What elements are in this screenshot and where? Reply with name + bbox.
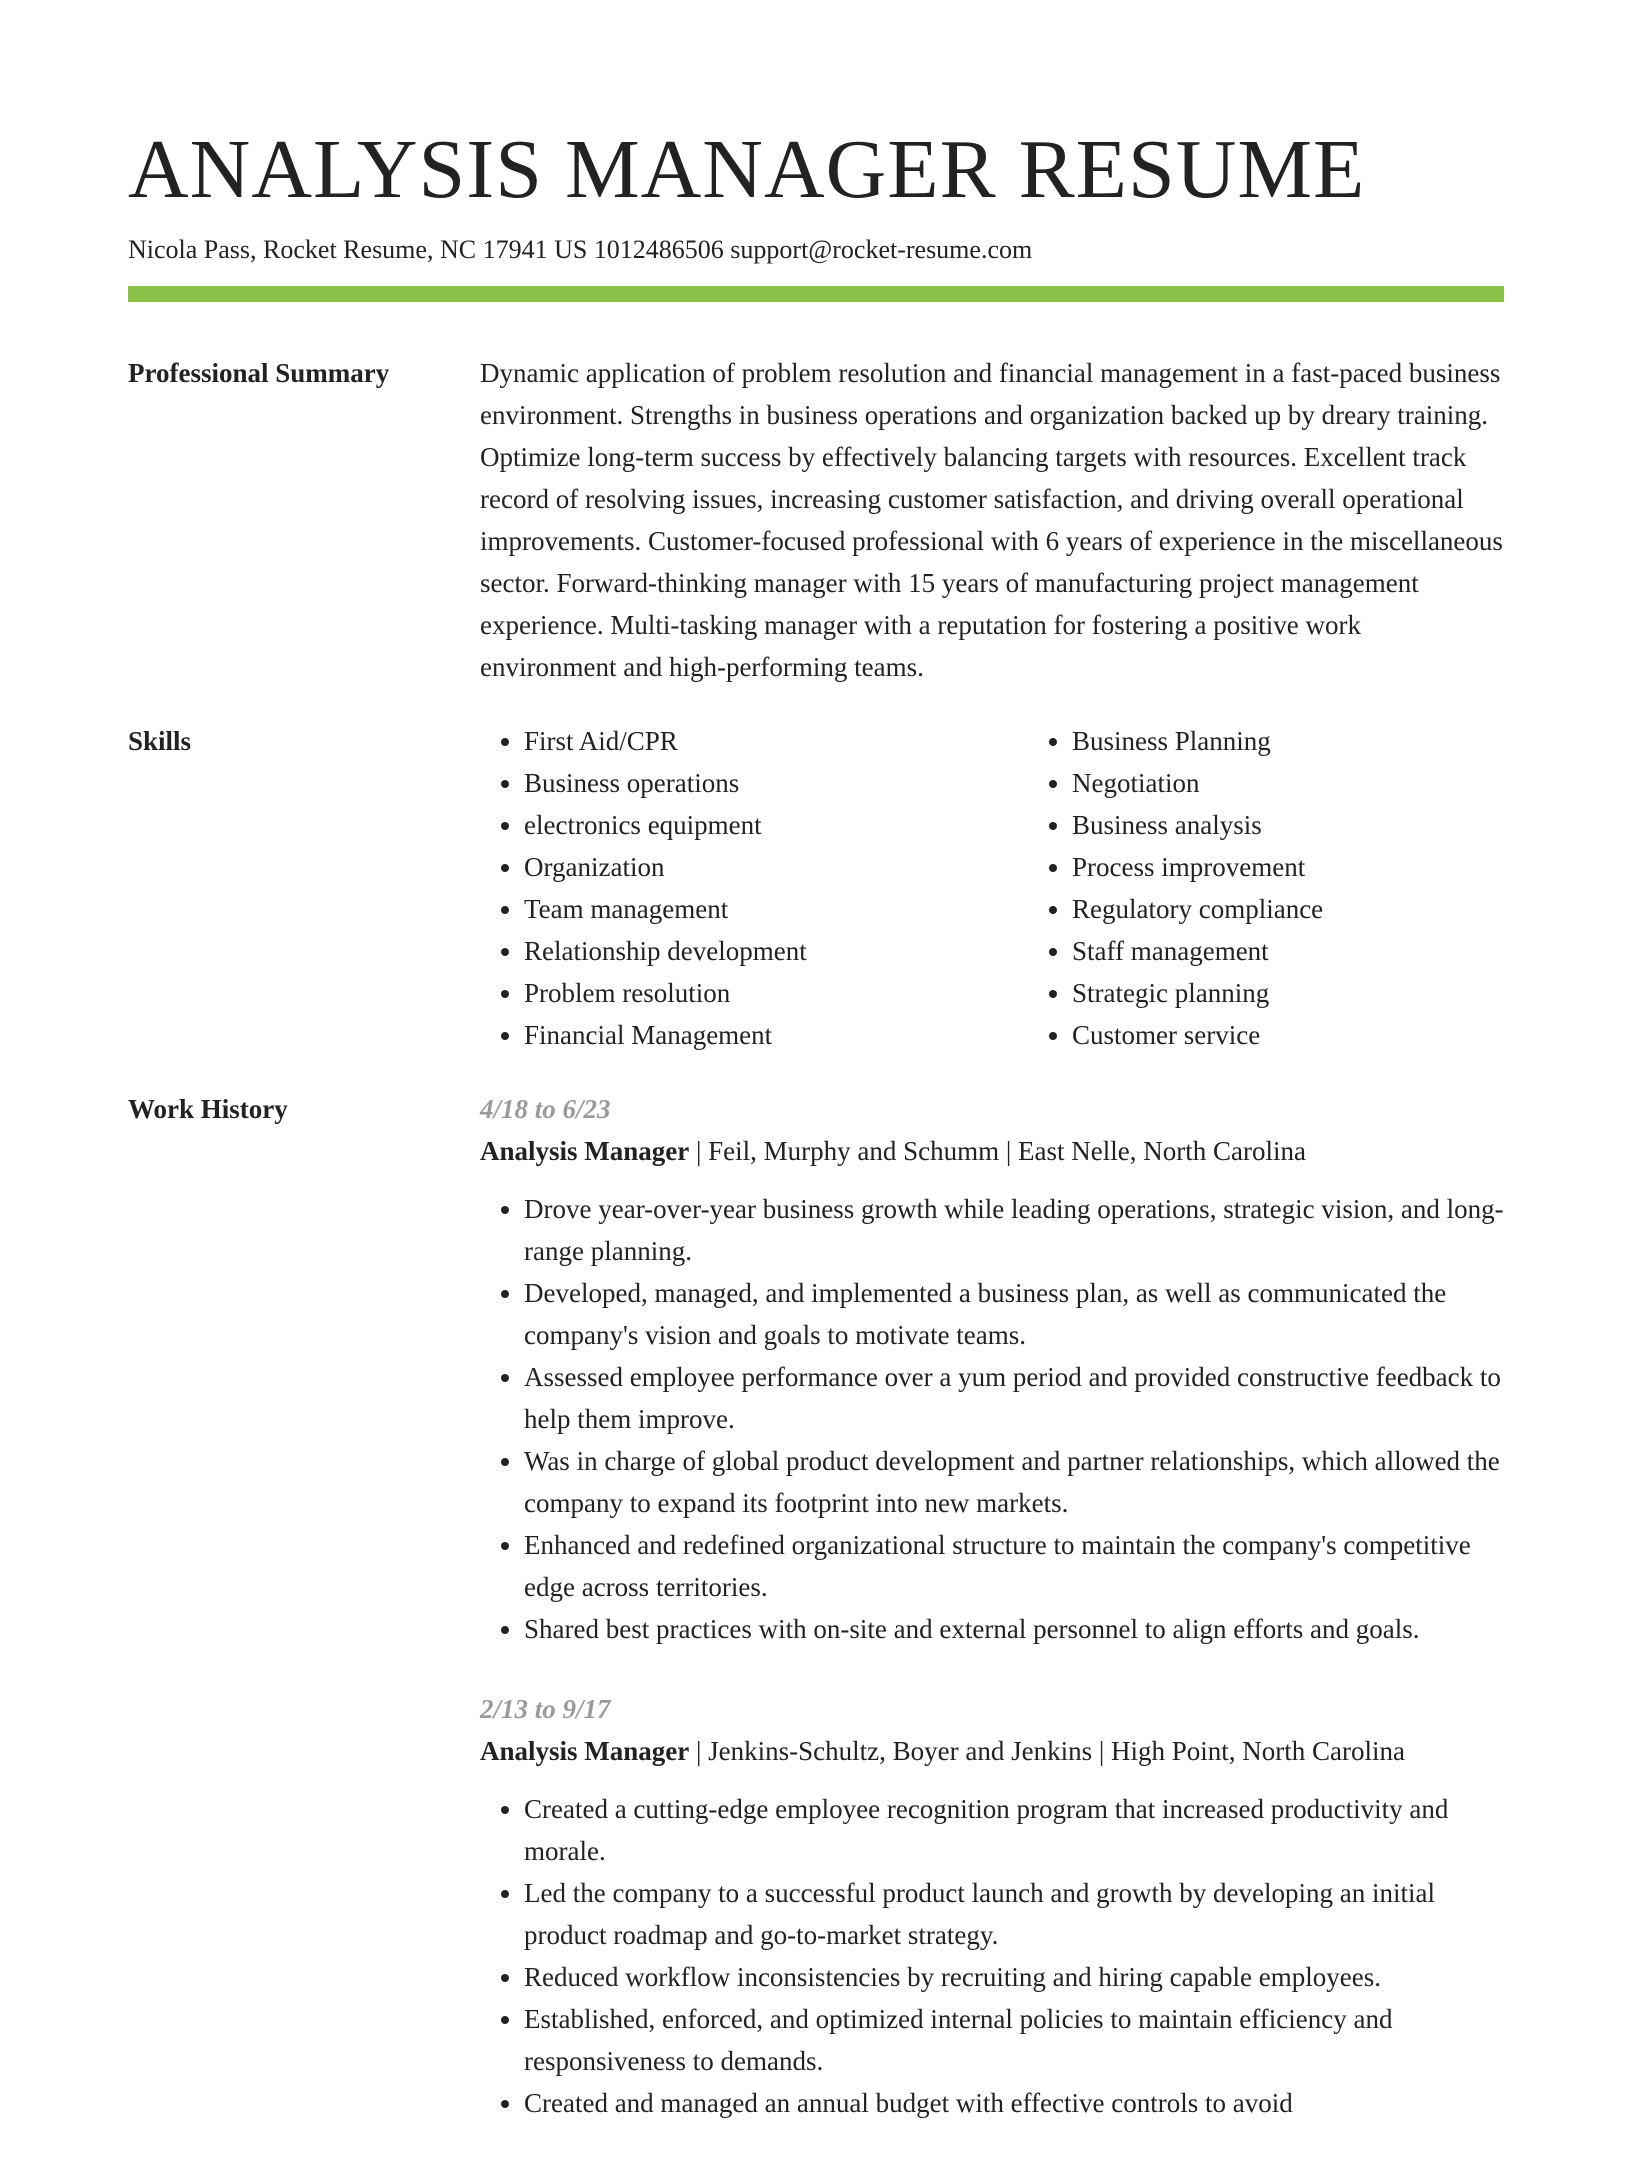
job-bullet: • Created and managed an annual budget with effective controls to avoid <box>524 2082 1504 2124</box>
job-heading <box>480 1130 1504 1172</box>
skill-item: • Business operations <box>524 762 1028 804</box>
summary-label: Professional Summary <box>128 358 390 388</box>
skill-item: • Process improvement <box>1072 846 1576 888</box>
work-history-label: Work History <box>128 1094 288 1124</box>
resume-page <box>128 0 1504 2162</box>
summary-text: Dynamic application of problem resolution and financial management in a fast-paced business environment. Strengths in business operations and organization backed up by dreary training. Optimize long-term success by effectively balancing targets with resources. Excellent track record of resolving issues, increasing customer satisfaction, and driving overall operational improvements. Customer-focused professional with 6 years of experience in the miscellaneous sector. Forward-thinking manager with 15 years of manufacturing project management experience. Multi-tasking manager with a reputation for fostering a positive work environment and high-performing teams. <box>480 358 1503 682</box>
skill-item: • Business Planning <box>1072 720 1576 762</box>
work-history-body <box>480 1088 1504 2162</box>
job-entry <box>480 1088 1504 1650</box>
skills-list-right <box>1028 720 1576 1056</box>
job-bullet: • Drove year-over-year business growth while leading operations, strategic vision, and long-range planning. <box>524 1188 1504 1272</box>
summary-body <box>480 352 1504 688</box>
skill-item: • Strategic planning <box>1072 972 1576 1014</box>
job-dates: 2/13 to 9/17 <box>480 1694 611 1724</box>
job-details: | Feil, Murphy and Schumm | East Nelle, North Carolina <box>689 1136 1306 1166</box>
skills-label: Skills <box>128 726 192 756</box>
job-title: Analysis Manager <box>480 1136 690 1166</box>
job-bullet: • Assessed employee performance over a yum period and provided constructive feedback to help them improve. <box>524 1356 1504 1440</box>
skill-item: • Customer service <box>1072 1014 1576 1056</box>
job-bullet: • Reduced workflow inconsistencies by recruiting and hiring capable employees. <box>524 1956 1504 1998</box>
job-bullet: • Established, enforced, and optimized internal policies to maintain efficiency and responsiveness to demands. <box>524 1998 1504 2082</box>
resume-title: ANALYSIS MANAGER RESUME <box>128 123 1366 216</box>
skill-item: • Problem resolution <box>524 972 1028 1014</box>
job-entry <box>480 1688 1504 2124</box>
skill-item: • Team management <box>524 888 1028 930</box>
job-heading <box>480 1730 1504 1772</box>
skill-item: • Organization <box>524 846 1028 888</box>
skill-item: • First Aid/CPR <box>524 720 1028 762</box>
skills-body <box>480 720 1576 1056</box>
job-bullet: • Enhanced and redefined organizational structure to maintain the company's competitive edge across territories. <box>524 1524 1504 1608</box>
job-details: | Jenkins-Schultz, Boyer and Jenkins | High Point, North Carolina <box>689 1736 1405 1766</box>
skills-columns <box>480 720 1576 1056</box>
job-bullet: • Was in charge of global product development and partner relationships, which allowed the company to expand its footprint into new markets. <box>524 1440 1504 1524</box>
job-bullet: • Created a cutting-edge employee recognition program that increased productivity and morale. <box>524 1788 1504 1872</box>
job-bullet: • Developed, managed, and implemented a business plan, as well as communicated the company's vision and goals to motivate teams. <box>524 1272 1504 1356</box>
summary-section <box>128 352 1504 688</box>
job-dates: 4/18 to 6/23 <box>480 1094 611 1124</box>
job-title: Analysis Manager <box>480 1736 690 1766</box>
header-divider <box>128 286 1504 302</box>
skills-section <box>128 720 1504 1056</box>
skill-item: • Regulatory compliance <box>1072 888 1576 930</box>
work-history-section <box>128 1088 1504 2162</box>
skill-item: • Relationship development <box>524 930 1028 972</box>
skill-item: • Negotiation <box>1072 762 1576 804</box>
skill-item: • Financial Management <box>524 1014 1028 1056</box>
contact-line: Nicola Pass, Rocket Resume, NC 17941 US 1012486506 support@rocket-resume.com <box>128 235 1033 264</box>
skill-item: • Staff management <box>1072 930 1576 972</box>
job-bullet-list <box>480 1788 1504 2124</box>
job-bullet: • Led the company to a successful product launch and growth by developing an initial product roadmap and go-to-market strategy. <box>524 1872 1504 1956</box>
job-bullet-list <box>480 1188 1504 1650</box>
job-bullet: • Shared best practices with on-site and external personnel to align efforts and goals. <box>524 1608 1504 1650</box>
skill-item: • Business analysis <box>1072 804 1576 846</box>
skills-list-left <box>480 720 1028 1056</box>
skill-item: • electronics equipment <box>524 804 1028 846</box>
